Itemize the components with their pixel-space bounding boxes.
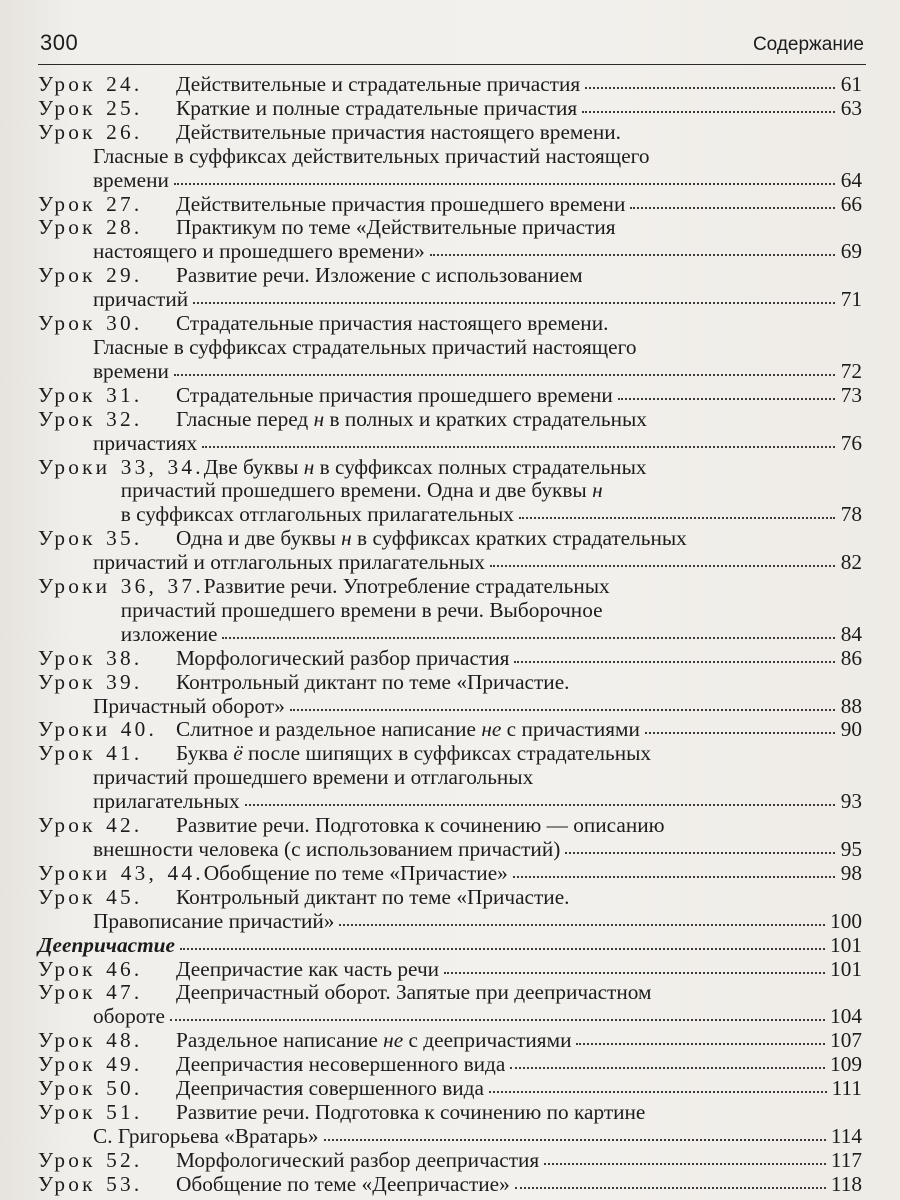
toc-entry <box>38 456 862 528</box>
entry-title-continued: внешности человека (с использованием причастий) <box>93 837 561 861</box>
page-header <box>38 30 866 65</box>
entry-title: Практикум по теме «Действительные причастия <box>176 215 616 240</box>
page-reference: 82 <box>840 550 862 575</box>
lesson-label: Урок 30. <box>38 311 143 336</box>
entry-title: Развитие речи. Употребление страдательных <box>203 574 610 599</box>
leader-dots <box>510 1057 825 1070</box>
toc-entry <box>38 958 862 982</box>
lesson-label: Урок 45. <box>38 884 143 909</box>
toc-section-heading <box>38 934 862 958</box>
entry-title-continued: прилагательных <box>93 789 240 814</box>
leader-dots <box>174 363 835 376</box>
lesson-label: Урок 46. <box>38 956 143 981</box>
leader-dots <box>170 1009 825 1022</box>
page-reference: 98 <box>840 860 862 885</box>
entry-title: Контрольный диктант по теме «Причастие. <box>176 884 570 909</box>
entry-title-continued: причастий прошедшего времени. Одна и две буквы н <box>120 478 603 503</box>
lesson-label: Уроки 40. <box>38 717 157 742</box>
page-reference: 88 <box>840 693 862 718</box>
page-reference: 78 <box>840 502 862 527</box>
lesson-label: Урок 35. <box>38 526 143 551</box>
leader-dots <box>430 244 835 257</box>
page-reference: 69 <box>840 239 862 264</box>
leader-dots <box>489 1080 827 1093</box>
lesson-label: Урок 38. <box>38 645 143 670</box>
entry-title: Краткие и полные страдательные причастия <box>176 95 578 120</box>
leader-dots <box>490 554 835 567</box>
leader-dots <box>582 100 835 113</box>
entry-title-continued: обороте <box>93 1004 165 1029</box>
lesson-label: Уроки 36, 37. <box>38 574 204 599</box>
entry-title: Гласные перед н в полных и кратких страдательных <box>176 406 647 431</box>
page-reference: 64 <box>840 167 862 192</box>
toc-entry <box>38 1077 862 1101</box>
leader-dots <box>245 794 835 807</box>
entry-title: Раздельное написание не с деепричастиями <box>176 1028 572 1053</box>
entry-title: Деепричастный оборот. Запятые при деепричастном <box>176 980 652 1005</box>
leader-dots <box>645 722 835 735</box>
leader-dots <box>515 1176 826 1189</box>
page-reference: 114 <box>830 1123 862 1148</box>
lesson-label: Урок 53. <box>38 1171 143 1196</box>
toc-entry <box>38 647 862 671</box>
toc-entry <box>38 981 862 1029</box>
lesson-label: Урок 29. <box>38 263 143 288</box>
page-reference: 95 <box>840 837 862 861</box>
toc-entry <box>38 408 862 456</box>
lesson-label: Урок 32. <box>38 406 143 431</box>
toc-entry <box>38 216 862 264</box>
entry-title-continued: причастий и отглагольных прилагательных <box>93 550 485 575</box>
entry-title: Развитие речи. Подготовка к сочинению — описанию <box>176 813 665 838</box>
entry-title-continued: времени <box>93 167 169 192</box>
page-reference: 117 <box>830 1147 862 1172</box>
leader-dots <box>290 698 835 711</box>
lesson-label: Урок 25. <box>38 95 143 120</box>
toc-entry <box>38 886 862 934</box>
leader-dots <box>630 196 835 209</box>
entry-title: Контрольный диктант по теме «Причастие. <box>176 669 570 694</box>
lesson-label: Урок 52. <box>38 1147 143 1172</box>
entry-title: Развитие речи. Подготовка к сочинению по картине <box>176 1099 646 1124</box>
toc-entry <box>38 97 862 121</box>
entry-title: Две буквы н в суффиксах полных страдательных <box>203 454 647 479</box>
page-reference: 111 <box>831 1076 862 1101</box>
entry-title-continued: причастий <box>93 287 189 312</box>
entry-title: Обобщение по теме «Причастие» <box>203 860 508 885</box>
page-reference: 76 <box>840 430 862 455</box>
toc-entry <box>38 527 862 575</box>
entry-title-continued: причастий прошедшего времени в речи. Выборочное <box>120 597 603 622</box>
toc-entry <box>38 73 862 97</box>
toc-entry <box>38 1101 862 1149</box>
entry-title-continued: С. Григорьева «Вратарь» <box>93 1123 319 1148</box>
entry-title: Развитие речи. Изложение с использованием <box>176 263 583 288</box>
lesson-label: Уроки 33, 34. <box>38 454 204 479</box>
leader-dots <box>222 626 835 639</box>
entry-title-continued: причастий прошедшего времени и отглагольных <box>93 765 534 790</box>
lesson-label: Урок 42. <box>38 813 143 838</box>
running-title: Содержание <box>752 34 864 55</box>
page-reference: 71 <box>840 287 862 312</box>
toc-entry <box>38 814 862 862</box>
page-reference: 104 <box>830 1004 862 1029</box>
toc-entry <box>38 1173 862 1197</box>
table-of-contents <box>38 73 862 1197</box>
entry-title: Морфологический разбор деепричастия <box>176 1147 540 1172</box>
page-reference: 118 <box>830 1171 862 1196</box>
entry-title: Буква ё после шипящих в суффиксах страдательных <box>176 741 652 766</box>
leader-dots <box>544 1152 826 1165</box>
entry-title: Действительные причастия настоящего времени. <box>176 119 621 144</box>
entry-title-continued: изложение <box>120 621 218 646</box>
page-reference: 107 <box>830 1028 862 1053</box>
toc-entry <box>38 121 862 193</box>
page-reference: 101 <box>830 932 862 957</box>
toc-entry <box>38 384 862 408</box>
lesson-label: Урок 50. <box>38 1076 143 1101</box>
entry-title-continued: Причастный оборот» <box>93 693 285 718</box>
page-reference: 72 <box>840 358 862 383</box>
leader-dots <box>514 650 835 663</box>
page-reference: 61 <box>840 72 862 96</box>
lesson-label: Уроки 43, 44. <box>38 860 204 885</box>
page-reference: 90 <box>840 717 862 742</box>
leader-dots <box>324 1128 826 1141</box>
toc-entry <box>38 312 862 384</box>
entry-title: Деепричастия совершенного вида <box>176 1076 484 1101</box>
entry-title: Страдательные причастия настоящего времени. <box>176 311 609 336</box>
leader-dots <box>444 961 825 974</box>
page-reference: 66 <box>840 191 862 216</box>
entry-title-continued: Гласные в суффиксах страдательных причастий настоящего <box>93 334 637 359</box>
leader-dots <box>180 937 825 950</box>
lesson-label: Урок 31. <box>38 382 143 407</box>
page-reference: 100 <box>830 908 862 933</box>
page-reference: 63 <box>840 95 862 120</box>
entry-title: Деепричастия несовершенного вида <box>176 1052 506 1077</box>
toc-entry <box>38 742 862 814</box>
page-reference: 86 <box>840 645 862 670</box>
toc-entry <box>38 264 862 312</box>
lesson-label: Урок 49. <box>38 1052 143 1077</box>
entry-title-continued: Гласные в суффиксах действительных причастий настоящего <box>93 143 650 168</box>
leader-dots <box>339 913 825 926</box>
lesson-label: Урок 39. <box>38 669 143 694</box>
leader-dots <box>585 76 835 89</box>
toc-entry <box>38 575 862 647</box>
entry-title-continued: настоящего и прошедшего времени» <box>93 239 425 264</box>
leader-dots <box>519 507 835 520</box>
entry-title-continued: причастиях <box>93 430 198 455</box>
entry-title: Слитное и раздельное написание не с причастиями <box>176 717 640 742</box>
entry-title-continued: в суффиксах отглагольных прилагательных <box>120 502 514 527</box>
toc-entry <box>38 862 862 886</box>
lesson-label: Урок 48. <box>38 1028 143 1053</box>
toc-entry <box>38 1149 862 1173</box>
leader-dots <box>513 865 835 878</box>
toc-entry <box>38 193 862 217</box>
toc-entry <box>38 1029 862 1053</box>
leader-dots <box>618 387 835 400</box>
lesson-label: Урок 41. <box>38 741 143 766</box>
page-reference: 93 <box>840 789 862 814</box>
lesson-label: Урок 26. <box>38 119 143 144</box>
leader-dots <box>565 841 835 854</box>
page-reference: 84 <box>840 621 862 646</box>
entry-title: Действительные причастия прошедшего времени <box>176 191 626 216</box>
page-reference: 73 <box>840 382 862 407</box>
toc-entry <box>38 671 862 719</box>
page-reference: 109 <box>830 1052 862 1077</box>
page-number: 300 <box>40 30 79 55</box>
entry-title-continued: времени <box>93 358 169 383</box>
lesson-label: Урок 28. <box>38 215 143 240</box>
entry-title: Одна и две буквы н в суффиксах кратких страдательных <box>176 526 687 551</box>
leader-dots <box>193 292 835 305</box>
entry-title: Деепричастие как часть речи <box>176 956 440 981</box>
lesson-label: Урок 47. <box>38 980 143 1005</box>
section-title: Деепричастие <box>38 932 175 957</box>
toc-entry <box>38 1053 862 1077</box>
leader-dots <box>174 172 835 185</box>
entry-title-continued: Правописание причастий» <box>93 908 335 933</box>
toc-entry <box>38 718 862 742</box>
leader-dots <box>576 1033 825 1046</box>
lesson-label: Урок 27. <box>38 191 143 216</box>
leader-dots <box>202 435 835 448</box>
entry-title: Действительные и страдательные причастия <box>176 72 581 96</box>
entry-title: Обобщение по теме «Деепричастие» <box>176 1171 510 1196</box>
lesson-label: Урок 24. <box>38 72 143 96</box>
lesson-label: Урок 51. <box>38 1099 143 1124</box>
page-reference: 101 <box>830 956 862 981</box>
entry-title: Страдательные причастия прошедшего времени <box>176 382 613 407</box>
entry-title: Морфологический разбор причастия <box>176 645 510 670</box>
